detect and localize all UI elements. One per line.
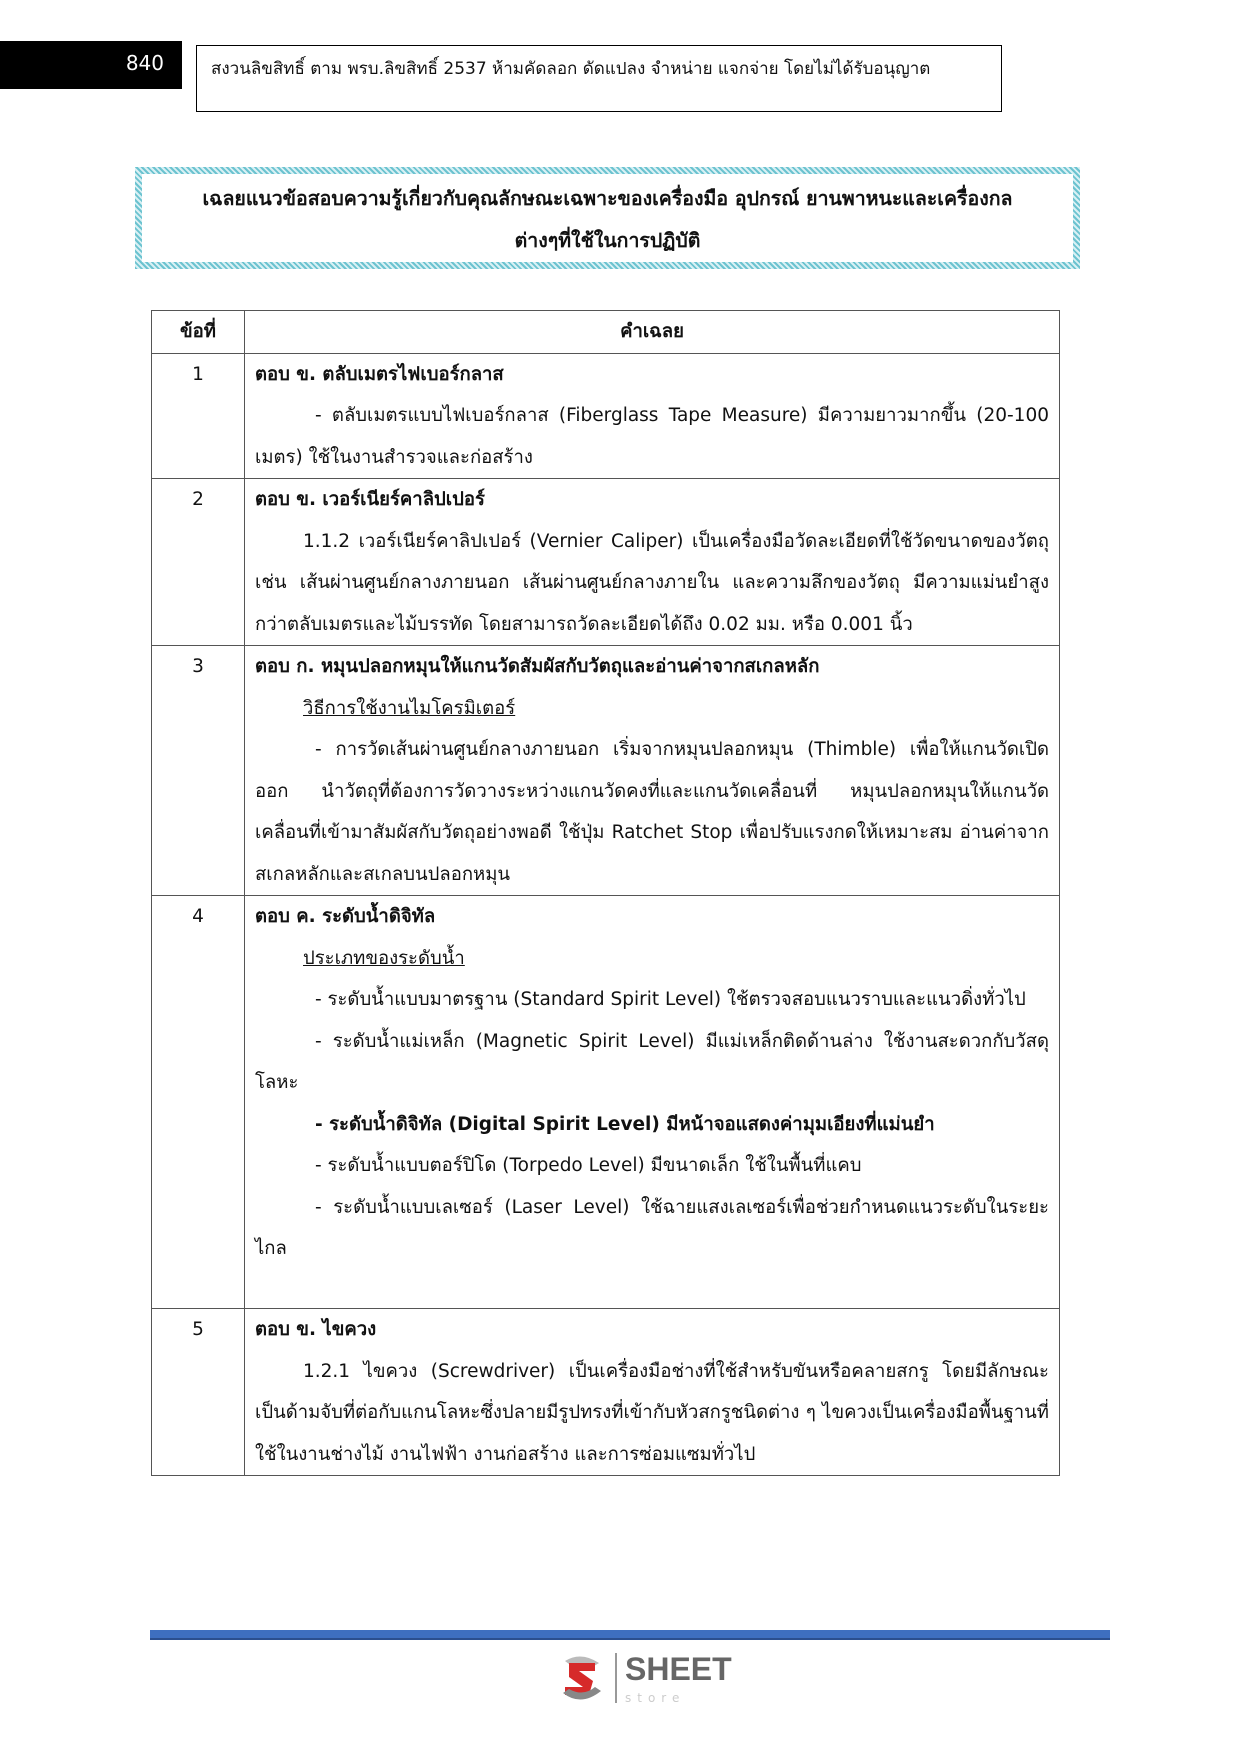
answer-detail: - ระดับน้ำแบบตอร์ปิโด (Torpedo Level) มีขนาดเล็ก ใช้ในพื้นที่แคบ bbox=[315, 1155, 862, 1176]
row-number: 1 bbox=[152, 353, 245, 479]
table-row bbox=[152, 896, 1060, 1309]
answer-cell bbox=[245, 1309, 1060, 1476]
logo-s-icon bbox=[555, 1653, 607, 1703]
answer-detail: 1.2.1 ไขควง (Screwdriver) เป็นเครื่องมือช่างที่ใช้สำหรับขันหรือคลายสกรู โดยมีลักษณะเป็นด้ามจับที่ต่อกับแกนโลหะซึ่งปลายมีรูปทรงที่เข้ากับหัวสกรูชนิดต่าง ๆ ไขควงเป็นเครื่องมือพื้นฐานที่ใช้ในงานช่างไม้ งานไฟฟ้า งานก่อสร้าง และการซ่อมแซมทั่วไป bbox=[255, 1360, 1049, 1465]
answer-cell bbox=[245, 479, 1060, 646]
page-title bbox=[135, 167, 1080, 269]
header-number: ข้อที่ bbox=[152, 311, 245, 354]
table-row bbox=[152, 646, 1060, 896]
table-row bbox=[152, 479, 1060, 646]
answer-label: ตอบ ข. ตลับเมตรไฟเบอร์กลาส bbox=[255, 363, 504, 385]
row-number: 2 bbox=[152, 479, 245, 646]
table-row bbox=[152, 1309, 1060, 1476]
subheading: ประเภทของระดับน้ำ bbox=[303, 947, 465, 969]
answer-cell bbox=[245, 353, 1060, 479]
answer-cell bbox=[245, 896, 1060, 1309]
answer-table bbox=[151, 310, 1060, 1476]
subheading: วิธีการใช้งานไมโครมิเตอร์ bbox=[303, 697, 516, 719]
answer-detail: - ตลับเมตรแบบไฟเบอร์กลาส (Fiberglass Tape Measure) มีความยาวมากขึ้น (20-100 เมตร) ใช้ในงานสำรวจและก่อสร้าง bbox=[255, 405, 1049, 468]
answer-label: ตอบ ข. ไขควง bbox=[255, 1319, 377, 1340]
answer-cell bbox=[245, 646, 1060, 896]
row-number: 3 bbox=[152, 646, 245, 896]
answer-detail-highlight: - ระดับน้ำดิจิทัล (Digital Spirit Level) มีหน้าจอแสดงค่ามุมเอียงที่แม่นยำ bbox=[315, 1113, 935, 1135]
logo-text: SHEET bbox=[625, 1651, 732, 1687]
title-line-1: เฉลยแนวข้อสอบความรู้เกี่ยวกับคุณลักษณะเฉพาะของเครื่องมือ อุปกรณ์ ยานพาหนะและเครื่องกล bbox=[202, 187, 1013, 210]
answer-detail: - ระดับน้ำแม่เหล็ก (Magnetic Spirit Level) มีแม่เหล็กติดด้านล่าง ใช้งานสะดวกกับวัสดุโลหะ bbox=[255, 1030, 1049, 1093]
answer-detail: - การวัดเส้นผ่านศูนย์กลางภายนอก เริ่มจากหมุนปลอกหมุน (Thimble) เพื่อให้แกนวัดเปิดออก นำวัตถุที่ต้องการวัดวางระหว่างแกนวัดคงที่และแกนวัดเคลื่อนที่ หมุนปลอกหมุนให้แกนวัดเคลื่อนที่เข้ามาสัมผัสกับวัตถุอย่างพอดี ใช้ปุ่ม Ratchet Stop เพื่อปรับแรงกดให้เหมาะสม อ่านค่าจากสเกลหลักและสเกลบนปลอกหมุน bbox=[255, 739, 1049, 885]
answer-detail: 1.1.2 เวอร์เนียร์คาลิปเปอร์ (Vernier Caliper) เป็นเครื่องมือวัดละเอียดที่ใช้วัดขนาดของวัตถุ เช่น เส้นผ่านศูนย์กลางภายนอก เส้นผ่านศูนย์กลางภายใน และความลึกของวัตถุ มีความแม่นยำสูงกว่าตลับเมตรและไม้บรรทัด โดยสามารถวัดละเอียดได้ถึง 0.02 มม. หรือ 0.001 นิ้ว bbox=[255, 530, 1049, 635]
sheet-store-logo bbox=[555, 1650, 1240, 1746]
copyright-notice: สงวนลิขสิทธิ์ ตาม พรบ.ลิขสิทธิ์ 2537 ห้ามคัดลอก ดัดแปลง จำหน่าย แจกจ่าย โดยไม่ได้รับอนุญาต bbox=[196, 45, 1002, 112]
row-number: 4 bbox=[152, 896, 245, 1309]
footer-divider bbox=[150, 1630, 1110, 1640]
table-header bbox=[152, 311, 1060, 354]
table-row bbox=[152, 353, 1060, 479]
logo-subtext: store bbox=[625, 1691, 686, 1705]
answer-label: ตอบ ก. หมุนปลอกหมุนให้แกนวัดสัมผัสกับวัตถุและอ่านค่าจากสเกลหลัก bbox=[255, 656, 820, 677]
content-flow bbox=[0, 310, 1240, 1746]
answer-label: ตอบ ค. ระดับน้ำดิจิทัล bbox=[255, 906, 436, 927]
row-number: 5 bbox=[152, 1309, 245, 1476]
logo-separator bbox=[615, 1653, 617, 1703]
answer-detail: - ระดับน้ำแบบมาตรฐาน (Standard Spirit Level) ใช้ตรวจสอบแนวราบและแนวดิ่งทั่วไป bbox=[315, 989, 1026, 1010]
page-number: 840 bbox=[0, 41, 182, 89]
header-answer: คำเฉลย bbox=[245, 311, 1060, 354]
answer-detail: - ระดับน้ำแบบเลเซอร์ (Laser Level) ใช้ฉายแสงเลเซอร์เพื่อช่วยกำหนดแนวระดับในระยะไกล bbox=[255, 1196, 1049, 1259]
title-line-2: ต่างๆที่ใช้ในการปฏิบัติ bbox=[514, 229, 701, 252]
answer-label: ตอบ ข. เวอร์เนียร์คาลิปเปอร์ bbox=[255, 489, 485, 510]
